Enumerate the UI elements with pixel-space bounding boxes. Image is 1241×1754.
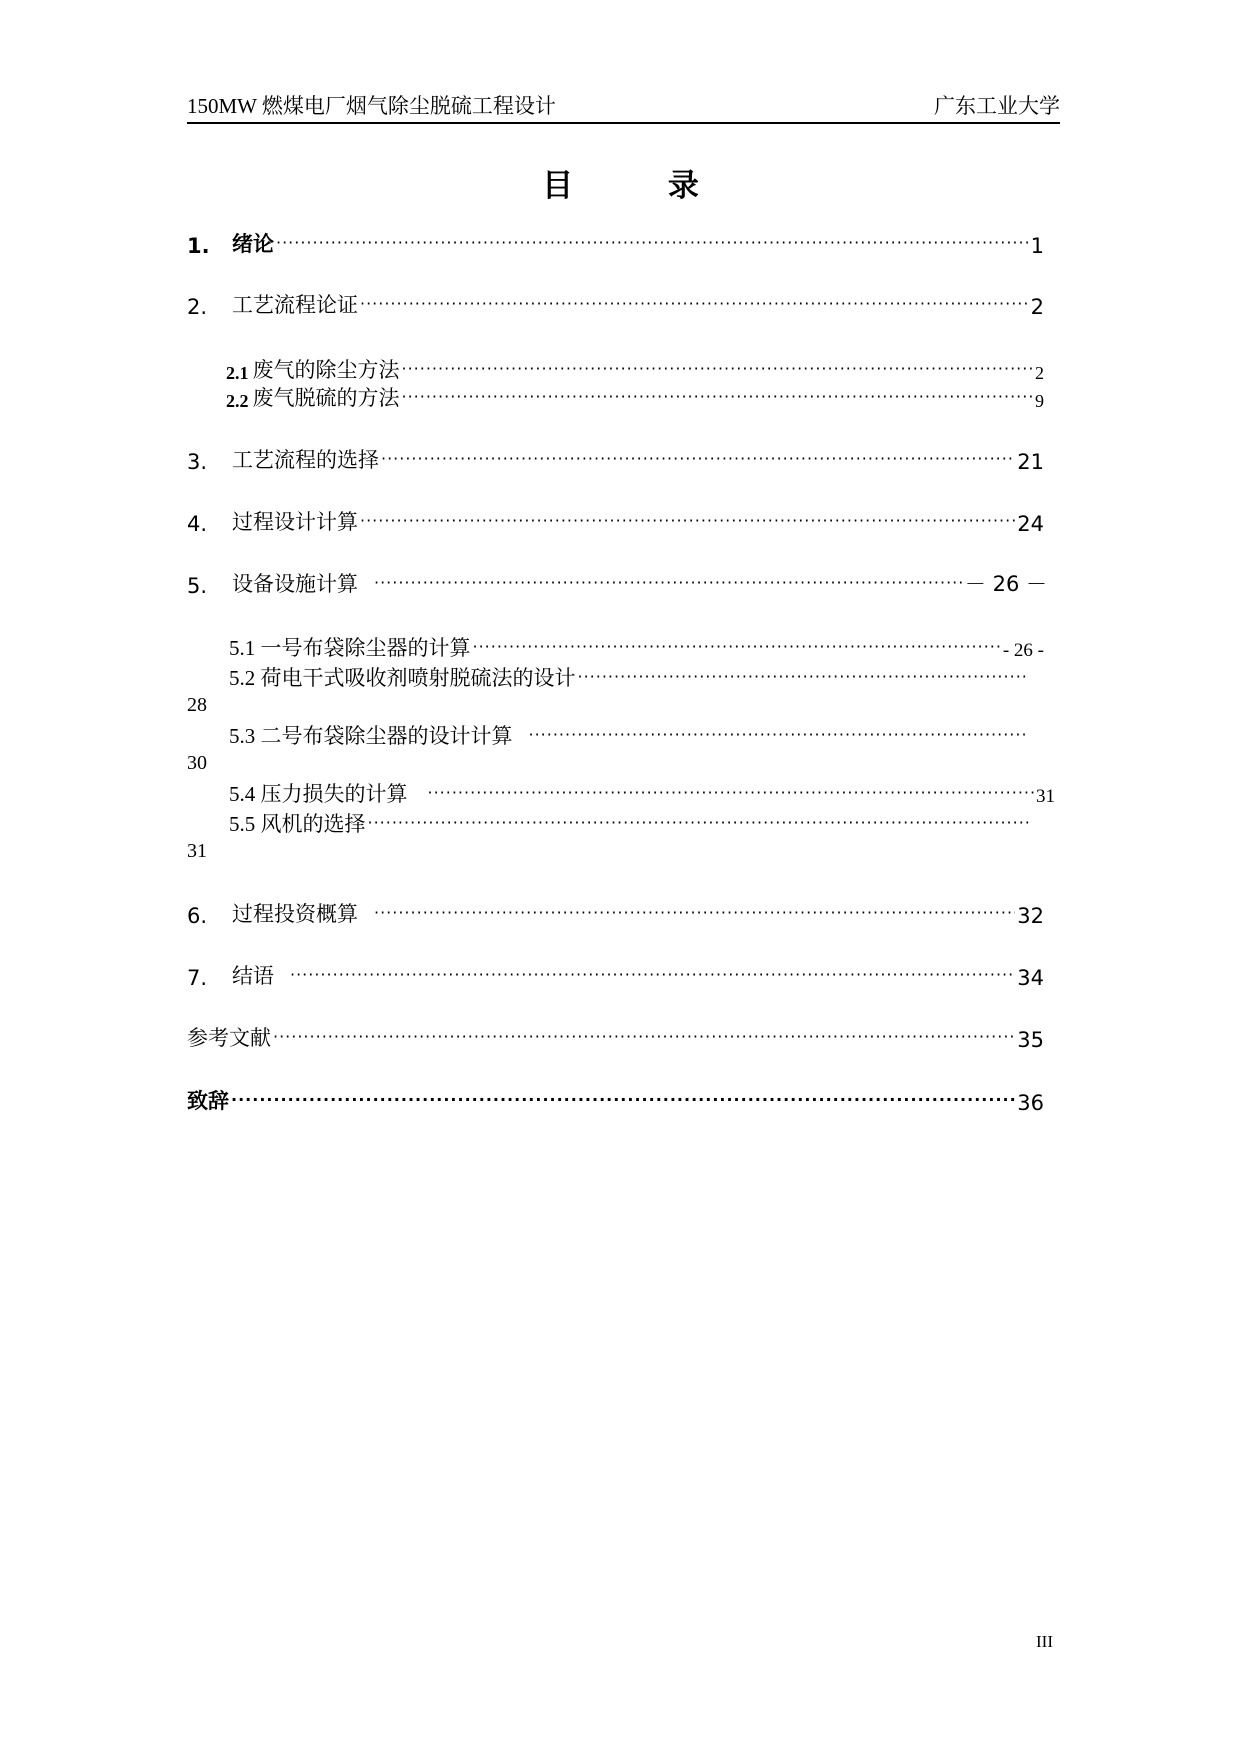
toc-entry-number: 2.2 bbox=[226, 391, 249, 411]
toc-entry-label: 废气脱硫的方法 bbox=[252, 386, 400, 410]
toc-entry-label: 5.1 一号布袋除尘器的计算 bbox=[229, 636, 471, 660]
dot-leader bbox=[529, 725, 1030, 747]
toc-entry-2-1[interactable] bbox=[226, 354, 1044, 384]
toc-entry-label: 5.5 风机的选择 bbox=[229, 812, 366, 836]
dot-leader bbox=[402, 359, 1034, 381]
header-university: 广东工业大学 bbox=[934, 94, 1060, 118]
toc-entry-number: 3. bbox=[187, 450, 208, 474]
toc-entry-number: 7. bbox=[187, 966, 208, 990]
dot-leader bbox=[290, 965, 1015, 987]
toc-entry-acknowledgement[interactable] bbox=[187, 1085, 1044, 1115]
toc-entry-page: － 26 － bbox=[964, 572, 1047, 596]
dot-leader bbox=[473, 637, 1001, 659]
toc-entry-number: 1. bbox=[187, 234, 210, 258]
dot-leader bbox=[578, 667, 1030, 689]
toc-entry-1[interactable] bbox=[187, 228, 1044, 258]
toc-entry-label: 5.4 压力损失的计算 bbox=[229, 782, 408, 806]
toc-entry-label: 设备设施计算 bbox=[232, 572, 358, 596]
toc-entry-label: 参考文献 bbox=[187, 1026, 271, 1050]
toc-entry-label: 5.3 二号布袋除尘器的设计计算 bbox=[229, 724, 513, 748]
toc-entry-2[interactable] bbox=[187, 289, 1044, 319]
toc-entry-number: 2. bbox=[187, 295, 208, 319]
toc-entry-page: 2 bbox=[1030, 295, 1044, 319]
toc-entry-label: 过程投资概算 bbox=[232, 902, 358, 926]
toc-entry-number: 5. bbox=[187, 574, 208, 598]
toc-entry-page: 36 bbox=[1017, 1091, 1044, 1115]
header-document-title: 150MW 燃煤电厂烟气除尘脱硫工程设计 bbox=[187, 94, 556, 118]
toc-entry-page: 35 bbox=[1017, 1028, 1044, 1052]
toc-entry-4[interactable] bbox=[187, 506, 1044, 536]
toc-entry-page: 32 bbox=[1017, 904, 1044, 928]
toc-entry-2-2[interactable] bbox=[226, 382, 1044, 412]
toc-entry-5-4[interactable] bbox=[229, 778, 1055, 808]
toc-entry-label: 绪论 bbox=[232, 232, 274, 256]
dot-leader bbox=[360, 294, 1029, 316]
toc-entry-5-1[interactable] bbox=[229, 632, 1044, 662]
toc-entry-5-2[interactable] bbox=[229, 662, 1031, 692]
toc-entry-number: 6. bbox=[187, 904, 208, 928]
dot-leader bbox=[273, 1027, 1015, 1049]
toc-entry-5-3[interactable] bbox=[229, 720, 1031, 750]
toc-entry-page-wrapped: 30 bbox=[187, 752, 207, 774]
toc-entry-page: - 26 - bbox=[1002, 640, 1044, 661]
toc-entry-page: 9 bbox=[1035, 391, 1044, 411]
toc-entry-label: 致辞 bbox=[187, 1089, 229, 1113]
toc-entry-label: 过程设计计算 bbox=[232, 510, 358, 534]
dot-leader bbox=[402, 387, 1034, 409]
toc-entry-label: 废气的除尘方法 bbox=[252, 358, 400, 382]
dot-leader bbox=[368, 813, 1030, 835]
toc-entry-page: 1 bbox=[1030, 234, 1044, 258]
toc-entry-label: 5.2 荷电干式吸收剂喷射脱硫法的设计 bbox=[229, 666, 576, 690]
toc-entry-page-wrapped: 31 bbox=[187, 840, 207, 862]
toc-entry-page: 24 bbox=[1017, 512, 1044, 536]
dot-leader bbox=[374, 573, 963, 595]
dot-leader bbox=[381, 449, 1015, 471]
toc-entry-page: 21 bbox=[1017, 450, 1044, 474]
toc-entry-5[interactable] bbox=[187, 568, 1047, 598]
dot-leader bbox=[276, 233, 1029, 255]
toc-entry-6[interactable] bbox=[187, 898, 1044, 928]
toc-entry-number: 4. bbox=[187, 512, 208, 536]
toc-entry-number: 2.1 bbox=[226, 363, 249, 383]
toc-title: 目 录 bbox=[542, 168, 741, 204]
toc-entry-page: 34 bbox=[1017, 966, 1044, 990]
toc-entry-page: 31 bbox=[1036, 786, 1055, 807]
dot-leader bbox=[374, 903, 1015, 925]
toc-entry-5-5[interactable] bbox=[229, 808, 1031, 838]
toc-entry-label: 结语 bbox=[232, 964, 274, 988]
dot-leader bbox=[360, 511, 1015, 533]
toc-entry-label: 工艺流程的选择 bbox=[232, 448, 379, 472]
toc-entry-7[interactable] bbox=[187, 960, 1044, 990]
toc-entry-label: 工艺流程论证 bbox=[232, 293, 358, 317]
toc-entry-references[interactable] bbox=[187, 1022, 1044, 1052]
dot-leader bbox=[231, 1090, 1015, 1112]
page-header bbox=[187, 90, 1060, 124]
toc-entry-page-wrapped: 28 bbox=[187, 694, 207, 716]
toc-entry-3[interactable] bbox=[187, 444, 1044, 474]
dot-leader bbox=[428, 783, 1035, 805]
toc-entry-page: 2 bbox=[1035, 363, 1044, 383]
page-number: III bbox=[1036, 1632, 1053, 1651]
